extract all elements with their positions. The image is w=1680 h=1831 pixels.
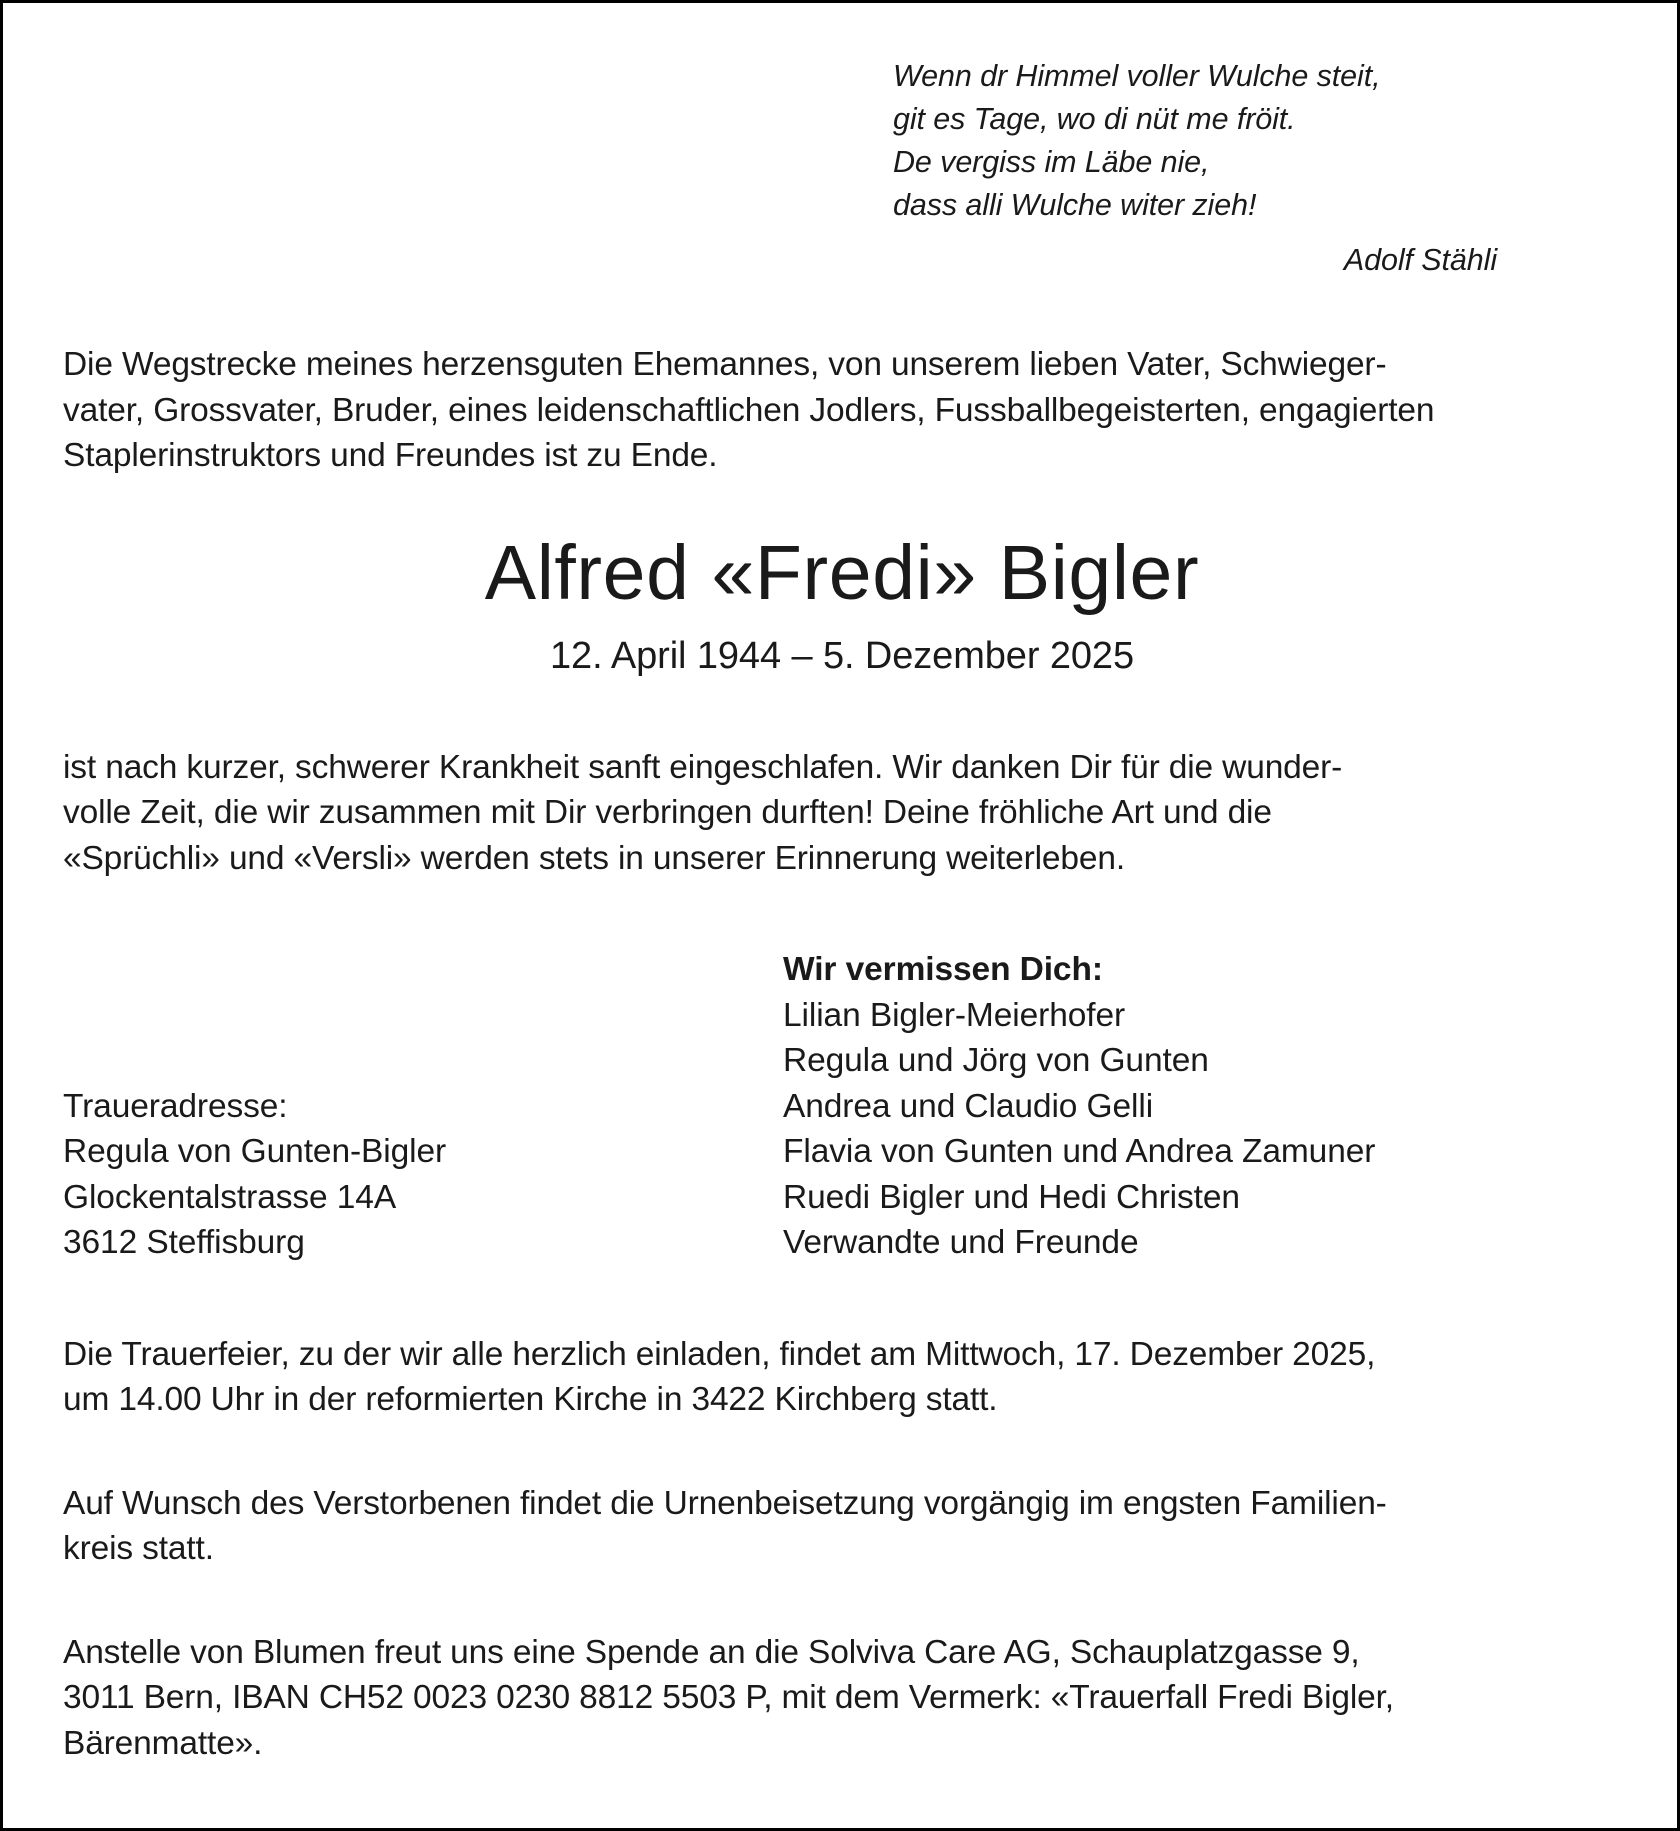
urn-burial-line: kreis statt.: [63, 1530, 214, 1567]
eulogy-line: «Sprüchli» und «Versli» werden stets in unserer Erinnerung weiterleben.: [63, 839, 1125, 877]
survivor-name: Regula und Jörg von Gunten: [783, 1042, 1209, 1079]
donation-line: Bärenmatte».: [63, 1724, 263, 1762]
poem-line: De vergiss im Läbe nie,: [893, 145, 1210, 179]
intro-line: Die Wegstrecke meines herzensguten Ehemannes, von unserem lieben Vater, Schwieger-: [63, 346, 1387, 383]
eulogy-line: ist nach kurzer, schwerer Krankheit sanft eingeschlafen. Wir danken Dir für die wunder-: [63, 748, 1343, 786]
survivor-name: Ruedi Bigler und Hedi Christen: [783, 1178, 1240, 1216]
poem-quote: [893, 55, 1621, 282]
funeral-line: Die Trauerfeier, zu der wir alle herzlich einladen, findet am Mittwoch, 17. Dezember 2025,: [63, 1335, 1376, 1373]
poem-line: git es Tage, wo di nüt me fröit.: [893, 102, 1296, 136]
urn-burial-line: Auf Wunsch des Verstorbenen findet die Urnenbeisetzung vorgängig im engsten Familien-: [63, 1484, 1387, 1522]
donation-paragraph: [63, 1630, 1621, 1767]
mourning-address-line: Regula von Gunten-Bigler: [63, 1133, 447, 1170]
donation-line: Anstelle von Blumen freut uns eine Spende an die Solviva Care AG, Schauplatzgasse 9,: [63, 1633, 1360, 1671]
mourning-address-label: Traueradresse:: [63, 1087, 288, 1125]
survivor-name: Andrea und Claudio Gelli: [783, 1087, 1154, 1125]
deceased-name: Alfred «Fredi» Bigler: [484, 529, 1200, 616]
donation-line: 3011 Bern, IBAN CH52 0023 0230 8812 5503 P, mit dem Vermerk: «Trauerfall Fredi Bigler,: [63, 1679, 1394, 1716]
eulogy-paragraph: [63, 745, 1621, 882]
mourning-address-line: Glockentalstrasse 14A: [63, 1178, 397, 1216]
eulogy-line: volle Zeit, die wir zusammen mit Dir verbringen durften! Deine fröhliche Art und die: [63, 794, 1272, 831]
mourning-address-block: [63, 1084, 783, 1266]
intro-paragraph: [63, 342, 1621, 479]
address-survivors-columns: [63, 947, 1621, 1266]
survivors-heading: Wir vermissen Dich:: [783, 951, 1103, 988]
poem-line: Wenn dr Himmel voller Wulche steit,: [893, 59, 1381, 93]
funeral-line: um 14.00 Uhr in der reformierten Kirche in 3422 Kirchberg statt.: [63, 1381, 998, 1418]
intro-line: vater, Grossvater, Bruder, eines leidenschaftlichen Jodlers, Fussballbegeisterten, engagierten: [63, 391, 1435, 429]
urn-burial-paragraph: [63, 1481, 1621, 1572]
survivor-name: Lilian Bigler-Meierhofer: [783, 996, 1126, 1034]
deceased-name-block: [63, 531, 1621, 679]
deceased-dates: 12. April 1944 – 5. Dezember 2025: [550, 634, 1134, 677]
survivor-name: Flavia von Gunten und Andrea Zamuner: [783, 1133, 1376, 1170]
mourning-address-line: 3612 Steffisburg: [63, 1224, 305, 1261]
funeral-service-paragraph: [63, 1332, 1621, 1423]
survivor-name: Verwandte und Freunde: [783, 1224, 1139, 1261]
poem-attribution: Adolf Stähli: [1343, 243, 1497, 277]
intro-line: Staplerinstruktors und Freundes ist zu Ende.: [63, 437, 718, 474]
poem-line: dass alli Wulche witer zieh!: [893, 188, 1257, 222]
survivors-block: [783, 947, 1621, 1266]
